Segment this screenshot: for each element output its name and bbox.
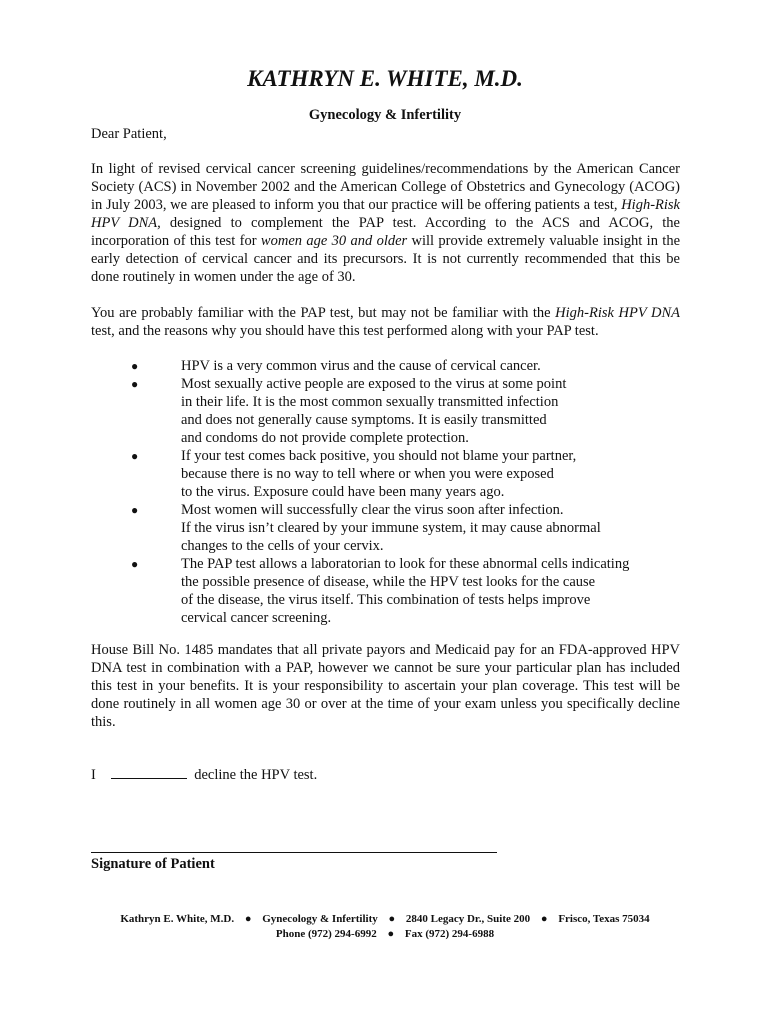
bullet-text: Most sexually active people are exposed to the virus at some point in their life. It is the most common sexually transmitted infection and does not generally cause symptoms. It is easily transmitted and condoms do not provide complete protection. xyxy=(181,376,567,446)
bullet-icon: ● xyxy=(131,449,139,463)
bullet-icon: ● xyxy=(131,503,139,517)
list-item xyxy=(91,447,680,501)
bullet-text: The PAP test allows a laboratorian to look for these abnormal cells indicating the possible presence of disease, while the HPV test looks for the cause of the disease, the virus itself. This combination of tests helps improve cervical cancer screening. xyxy=(181,556,630,626)
footer xyxy=(0,912,770,942)
paragraph-intro-part-c: will provide extremely valuable insight in the early detection of cervical cancer and its precursors. It is not currently recommended that this be done routinely in women under the age of 30. xyxy=(91,233,681,285)
footer-phone: Phone (972) 294-6992 xyxy=(275,928,377,940)
page-title: KATHRYN E. WHITE, M.D. xyxy=(247,66,523,91)
bullet-icon: ● xyxy=(131,359,139,373)
paragraph-familiar xyxy=(91,304,680,340)
paragraph-house-bill: House Bill No. 1485 mandates that all private payors and Medicaid pay for an FDA-approved HPV DNA test in combination with a PAP, however we cannot be sure your particular plan has included this test in your benefits. It is your responsibility to ascertain your plan coverage. This test will be done routinely in all women age 30 or over at the time of your exam unless you specifically decline this. xyxy=(91,642,680,730)
salutation: Dear Patient, xyxy=(91,126,167,142)
list-item xyxy=(91,555,680,627)
footer-name: Kathryn E. White, M.D. xyxy=(120,913,235,925)
footer-line-2 xyxy=(0,927,770,942)
bullet-icon: ● xyxy=(131,377,139,391)
page-subtitle: Gynecology & Infertility xyxy=(308,107,462,123)
footer-separator-icon: ● xyxy=(540,913,548,925)
bullet-icon: ● xyxy=(131,557,139,571)
footer-fax: Fax (972) 294-6988 xyxy=(404,928,495,940)
footer-separator-icon: ● xyxy=(244,913,252,925)
paragraph-intro xyxy=(91,160,680,286)
list-item xyxy=(91,501,680,555)
footer-separator-icon: ● xyxy=(388,913,396,925)
footer-city: Frisco, Texas 75034 xyxy=(558,913,650,925)
bullet-list xyxy=(91,357,680,627)
hpv-test-name: High-Risk HPV DNA, xyxy=(91,197,680,231)
decline-prefix: I xyxy=(91,767,96,783)
list-item xyxy=(91,375,680,447)
paragraph-intro-part-a: In light of revised cervical cancer screening guidelines/recommendations by the American Cancer Society (ACS) in November 2002 and the American College of Obstetrics and Gynecology (ACOG) in July 2003, we are pleased to inform you that our practice will be offering patients a test, xyxy=(91,161,680,213)
bullet-text: If your test comes back positive, you should not blame your partner, because there is no way to tell where or when you were exposed to the virus. Exposure could have been many years ago. xyxy=(181,448,577,500)
decline-line xyxy=(91,766,317,784)
footer-specialty: Gynecology & Infertility xyxy=(262,913,378,925)
signature-line[interactable] xyxy=(91,852,497,853)
bullet-text: HPV is a very common virus and the cause of cervical cancer. xyxy=(181,358,541,374)
list-item xyxy=(91,357,680,375)
paragraph-familiar-part-a: You are probably familiar with the PAP test, but may not be familiar with the xyxy=(91,305,556,321)
bullet-text: Most women will successfully clear the virus soon after infection. If the virus isn’t cleared by your immune system, it may cause abnormal changes to the cells of your cervix. xyxy=(181,502,601,554)
footer-address: 2840 Legacy Dr., Suite 200 xyxy=(405,913,531,925)
signature-label: Signature of Patient xyxy=(91,856,215,872)
footer-line-1 xyxy=(0,912,770,927)
initials-blank-field[interactable] xyxy=(111,766,187,779)
age-emphasis: women age 30 and older xyxy=(260,233,408,249)
footer-separator-icon: ● xyxy=(387,928,395,940)
paragraph-familiar-part-b: test, and the reasons why you should have this test performed along with your PAP test. xyxy=(91,323,599,339)
decline-text: decline the HPV test. xyxy=(194,767,318,783)
paragraph-intro-part-b: designed to complement the PAP test. According to the ACS and ACOG, the incorporation of this test for xyxy=(91,215,680,249)
hpv-test-name-2: High-Risk HPV DNA xyxy=(555,305,681,321)
